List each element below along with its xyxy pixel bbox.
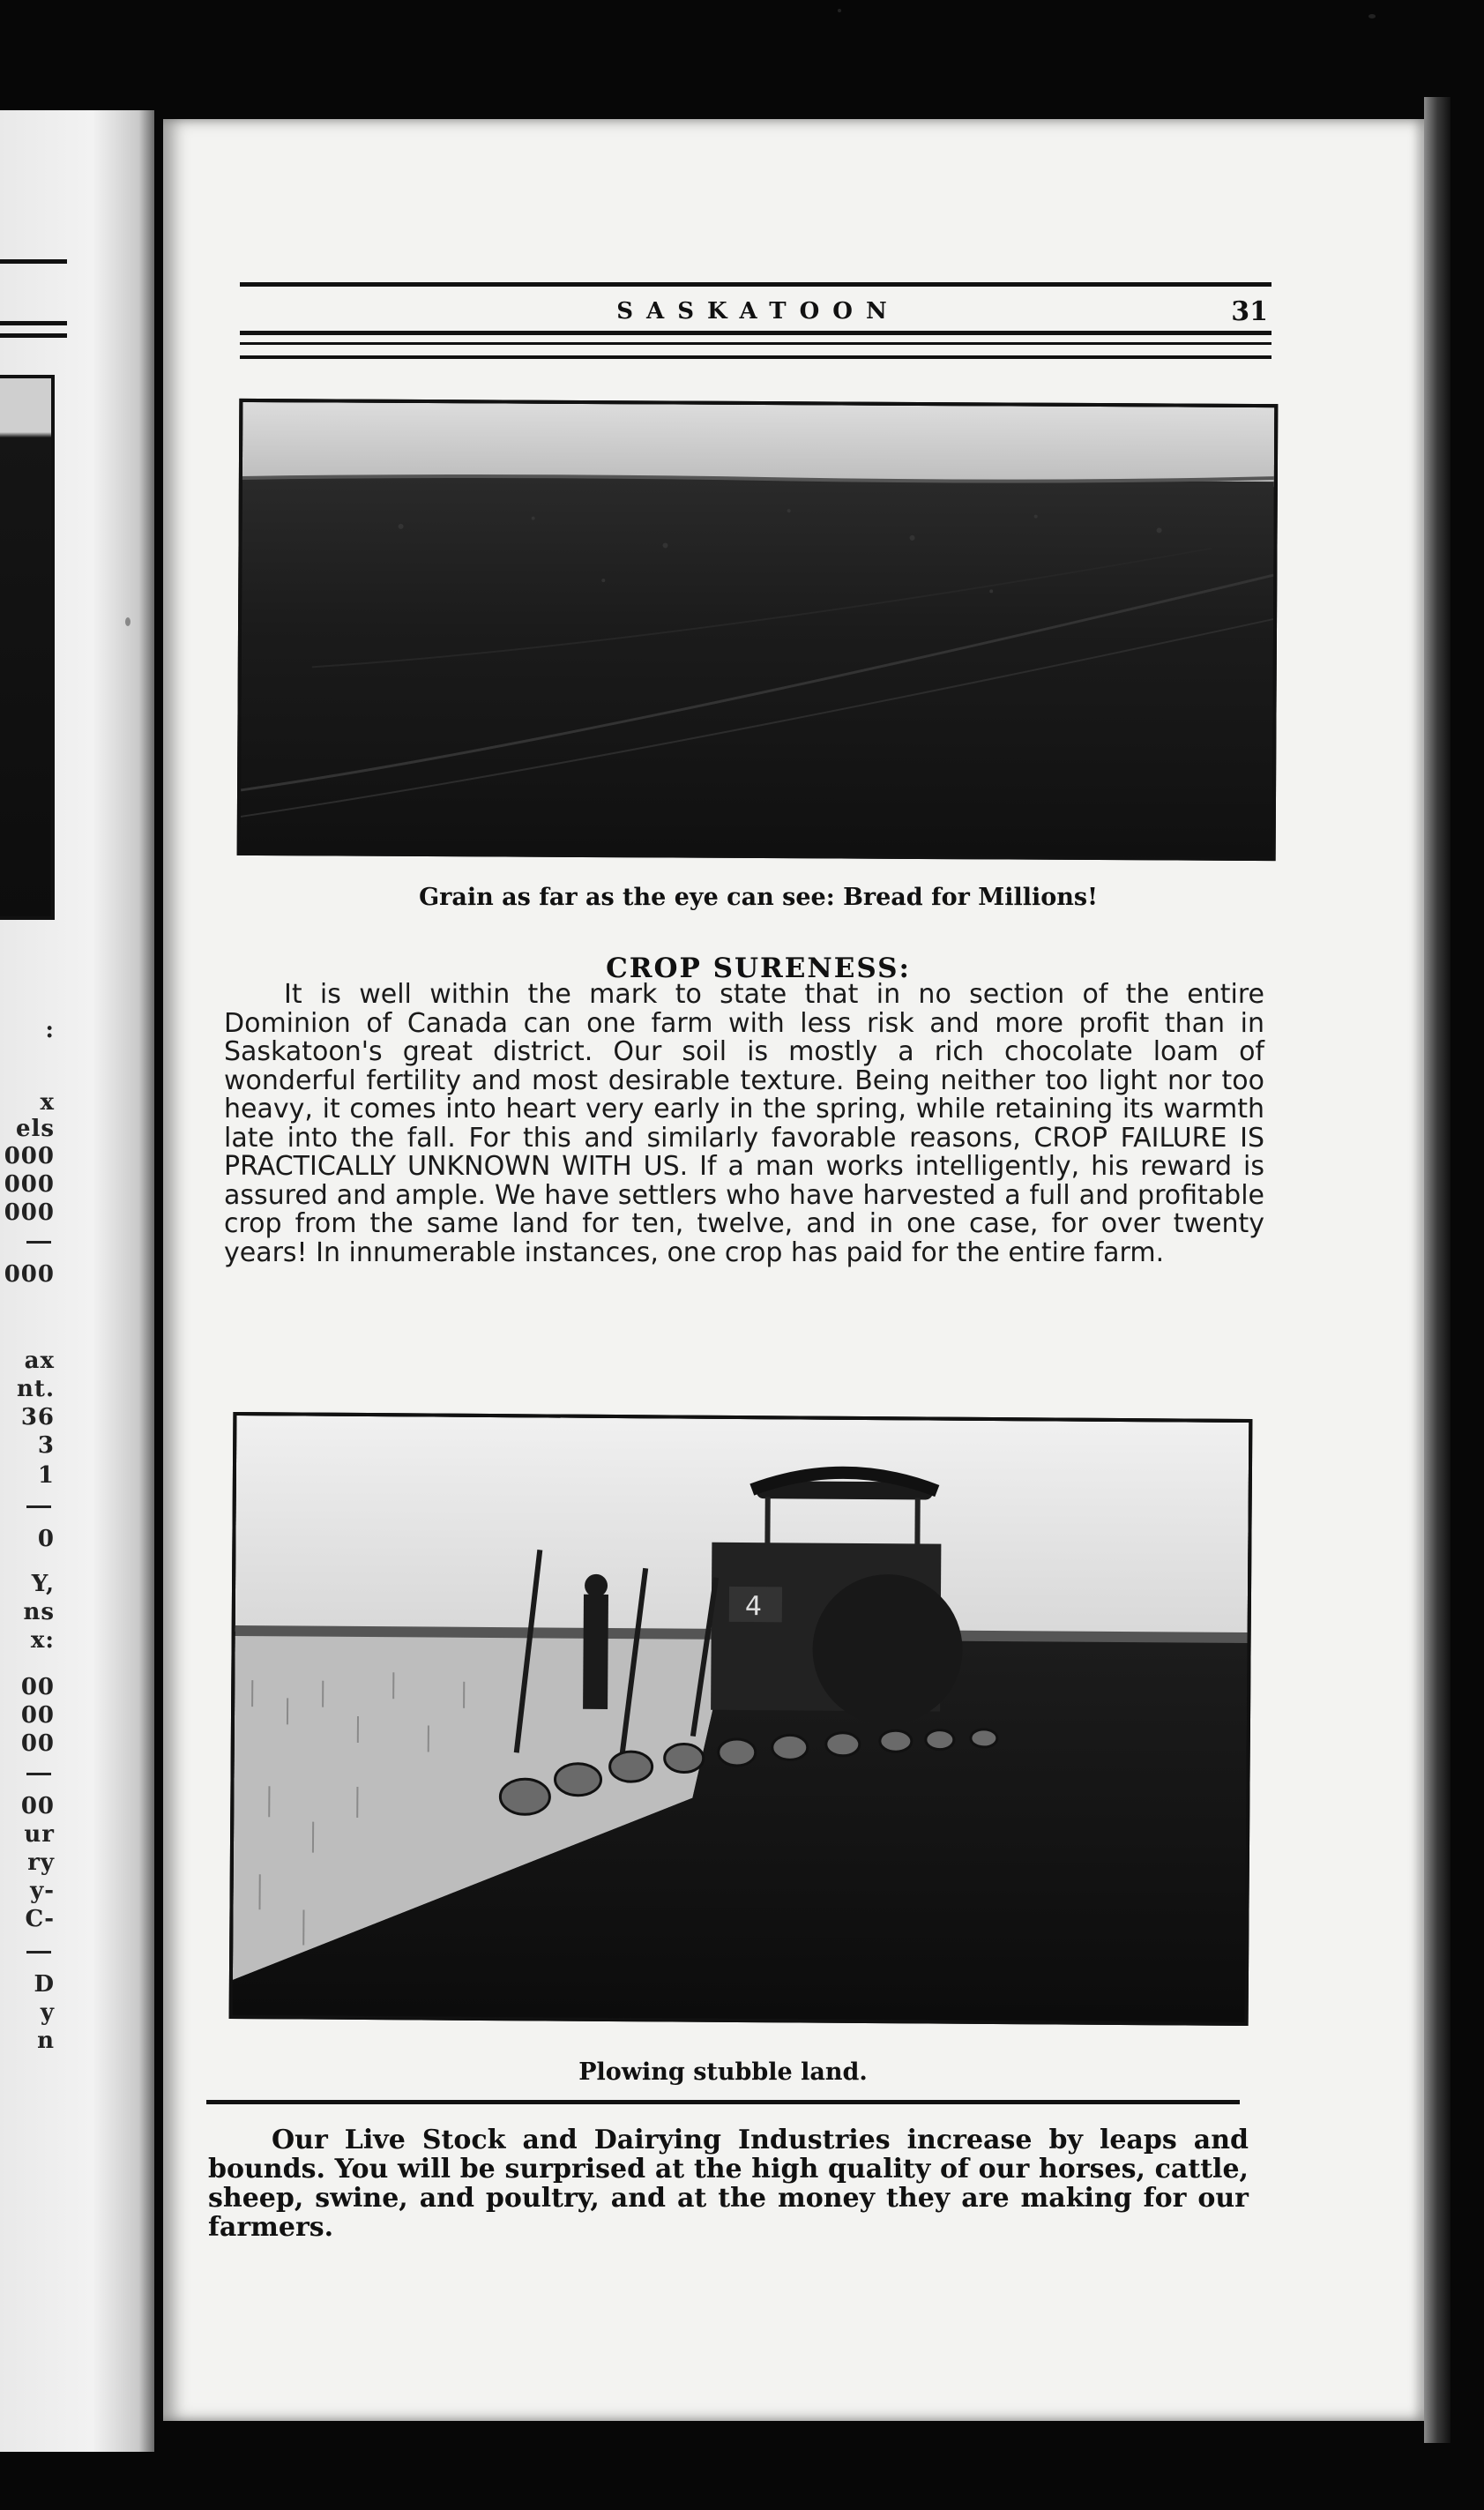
previous-page-fragment: C- [25, 1906, 55, 1932]
header-rule-bottom [240, 331, 1271, 335]
previous-page-fragment: nt. [17, 1376, 55, 1402]
previous-page-fragment: : [45, 1017, 55, 1043]
previous-page-rule [0, 259, 67, 264]
plowing-photo [229, 1412, 1253, 2026]
previous-page-fragment: 00 [20, 1702, 55, 1729]
previous-page-fragment: 1 [37, 1462, 55, 1489]
previous-page-fragment: 000 [4, 1261, 55, 1288]
livestock-paragraph: Our Live Stock and Dairying Industries increase by leaps and bounds. You will be surprised at the high quality of our horses, cattle, sheep, swine, and poultry, and at the money they are making for our farmers. [208, 2125, 1249, 2243]
previous-page-rule [26, 1951, 51, 1953]
previous-page-fragment: 36 [20, 1404, 55, 1431]
figure-caption: Plowing stubble land. [578, 2058, 868, 2086]
scan-speck [838, 9, 841, 12]
previous-page-photo [0, 375, 55, 920]
previous-page-rule [26, 1241, 51, 1244]
wheat-field-photo [237, 399, 1279, 861]
previous-page-fragment: ax [24, 1348, 55, 1374]
previous-page-rule [0, 321, 67, 325]
previous-page-rule [26, 1505, 51, 1508]
previous-page-fragment: Y, [31, 1571, 55, 1597]
page-edge-shadow [1424, 97, 1450, 2443]
section-divider [206, 2100, 1240, 2104]
header-rule-bottom [240, 355, 1271, 359]
previous-page-fragment: n [37, 2028, 55, 2054]
previous-page-fragment: D [34, 1971, 55, 1998]
figure-caption: Grain as far as the eye can see: Bread for Millions! [419, 884, 1098, 911]
scan-speck [1368, 14, 1376, 19]
tractor-number: 4 [744, 1591, 763, 1623]
previous-page-rule [26, 1773, 51, 1775]
previous-page-fragment: 0 [37, 1526, 55, 1552]
header-rule-top [240, 282, 1271, 287]
previous-page-fragment: ns [23, 1599, 55, 1625]
previous-page-fragment: ur [24, 1821, 55, 1848]
previous-page-fragment: ry [27, 1849, 55, 1876]
previous-page-fragment: 00 [20, 1730, 55, 1757]
previous-page-fragment: 3 [37, 1432, 55, 1459]
scan-speck [125, 617, 131, 626]
previous-page-fragment: 000 [4, 1199, 55, 1226]
previous-page-fragment: 00 [20, 1793, 55, 1819]
previous-page-rule [0, 333, 67, 338]
previous-page-fragment: x [40, 1089, 55, 1116]
previous-page-fragment: x: [30, 1627, 55, 1654]
previous-page-fragment: 000 [4, 1171, 55, 1198]
previous-page-fragment: 000 [4, 1143, 55, 1169]
crop-sureness-paragraph: It is well within the mark to state that in no section of the entire Dominion of Canada can one farm with less risk and more profit than in Saskatoon's great district. Our soil is mostly a rich chocolate loam of wonderful fertility and most desirable texture. Being neither too light nor too heavy, it comes into heart very early in the spring, while retaining its warmth late into the fall. For this and similarly favorable reasons, CROP FAILURE IS PRACTICALLY UNKNOWN WITH US. If a man works intelligently, his reward is assured and ample. We have settlers who have harvested a full and profitable crop from the same land for ten, twelve, and in one case, for over twenty years! In innumerable instances, one crop has paid for the entire farm. [224, 979, 1264, 1268]
page-number: 31 [1231, 296, 1268, 327]
previous-page-fragment: y- [30, 1878, 55, 1904]
header-rule-bottom [240, 342, 1271, 345]
section-heading: CROP SURENESS: [606, 952, 911, 984]
previous-page-fragment: y [40, 1999, 55, 2026]
previous-page-fragment: els [15, 1116, 55, 1142]
previous-page-fragment: 00 [20, 1674, 55, 1700]
running-title: SASKATOON [616, 298, 900, 325]
